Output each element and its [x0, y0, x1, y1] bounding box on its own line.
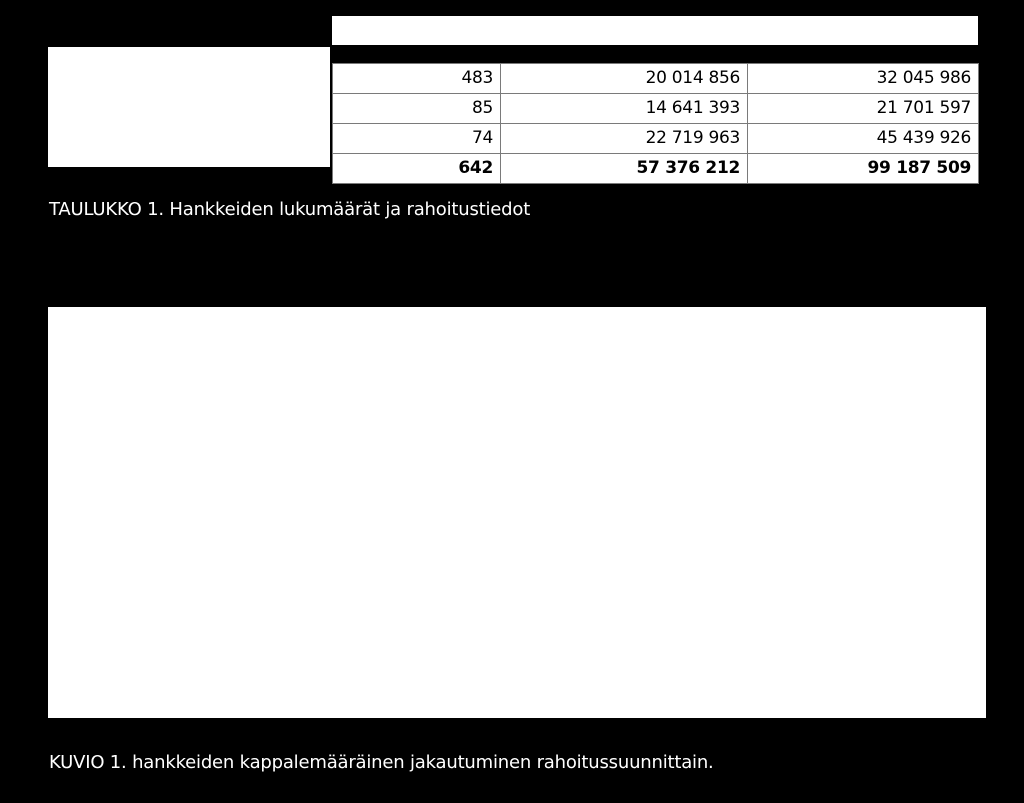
project-count-cell: 85 [333, 94, 501, 124]
total-public-funding-cell: 57 376 212 [501, 154, 748, 184]
total-funding-cell: 32 045 986 [748, 64, 979, 94]
public-funding-cell: 20 014 856 [501, 64, 748, 94]
funding-table [332, 63, 979, 184]
total-project-count-cell: 642 [333, 154, 501, 184]
project-count-cell: 483 [333, 64, 501, 94]
table-total-row [333, 154, 979, 184]
project-count-cell: 74 [333, 124, 501, 154]
total-funding-cell: 21 701 597 [748, 94, 979, 124]
figure-area [48, 307, 986, 718]
public-funding-cell: 14 641 393 [501, 94, 748, 124]
table-row [333, 64, 979, 94]
total-funding-sum-cell: 99 187 509 [748, 154, 979, 184]
table-row [333, 94, 979, 124]
table-row [333, 124, 979, 154]
table-header-row [332, 16, 978, 45]
funding-table-block [48, 16, 978, 178]
public-funding-cell: 22 719 963 [501, 124, 748, 154]
table-row-labels-column [48, 47, 330, 167]
figure-caption: KUVIO 1. hankkeiden kappalemääräinen jakautuminen rahoitussuunnittain. [49, 752, 714, 773]
table-caption: TAULUKKO 1. Hankkeiden lukumäärät ja rahoitustiedot [49, 199, 531, 220]
total-funding-cell: 45 439 926 [748, 124, 979, 154]
